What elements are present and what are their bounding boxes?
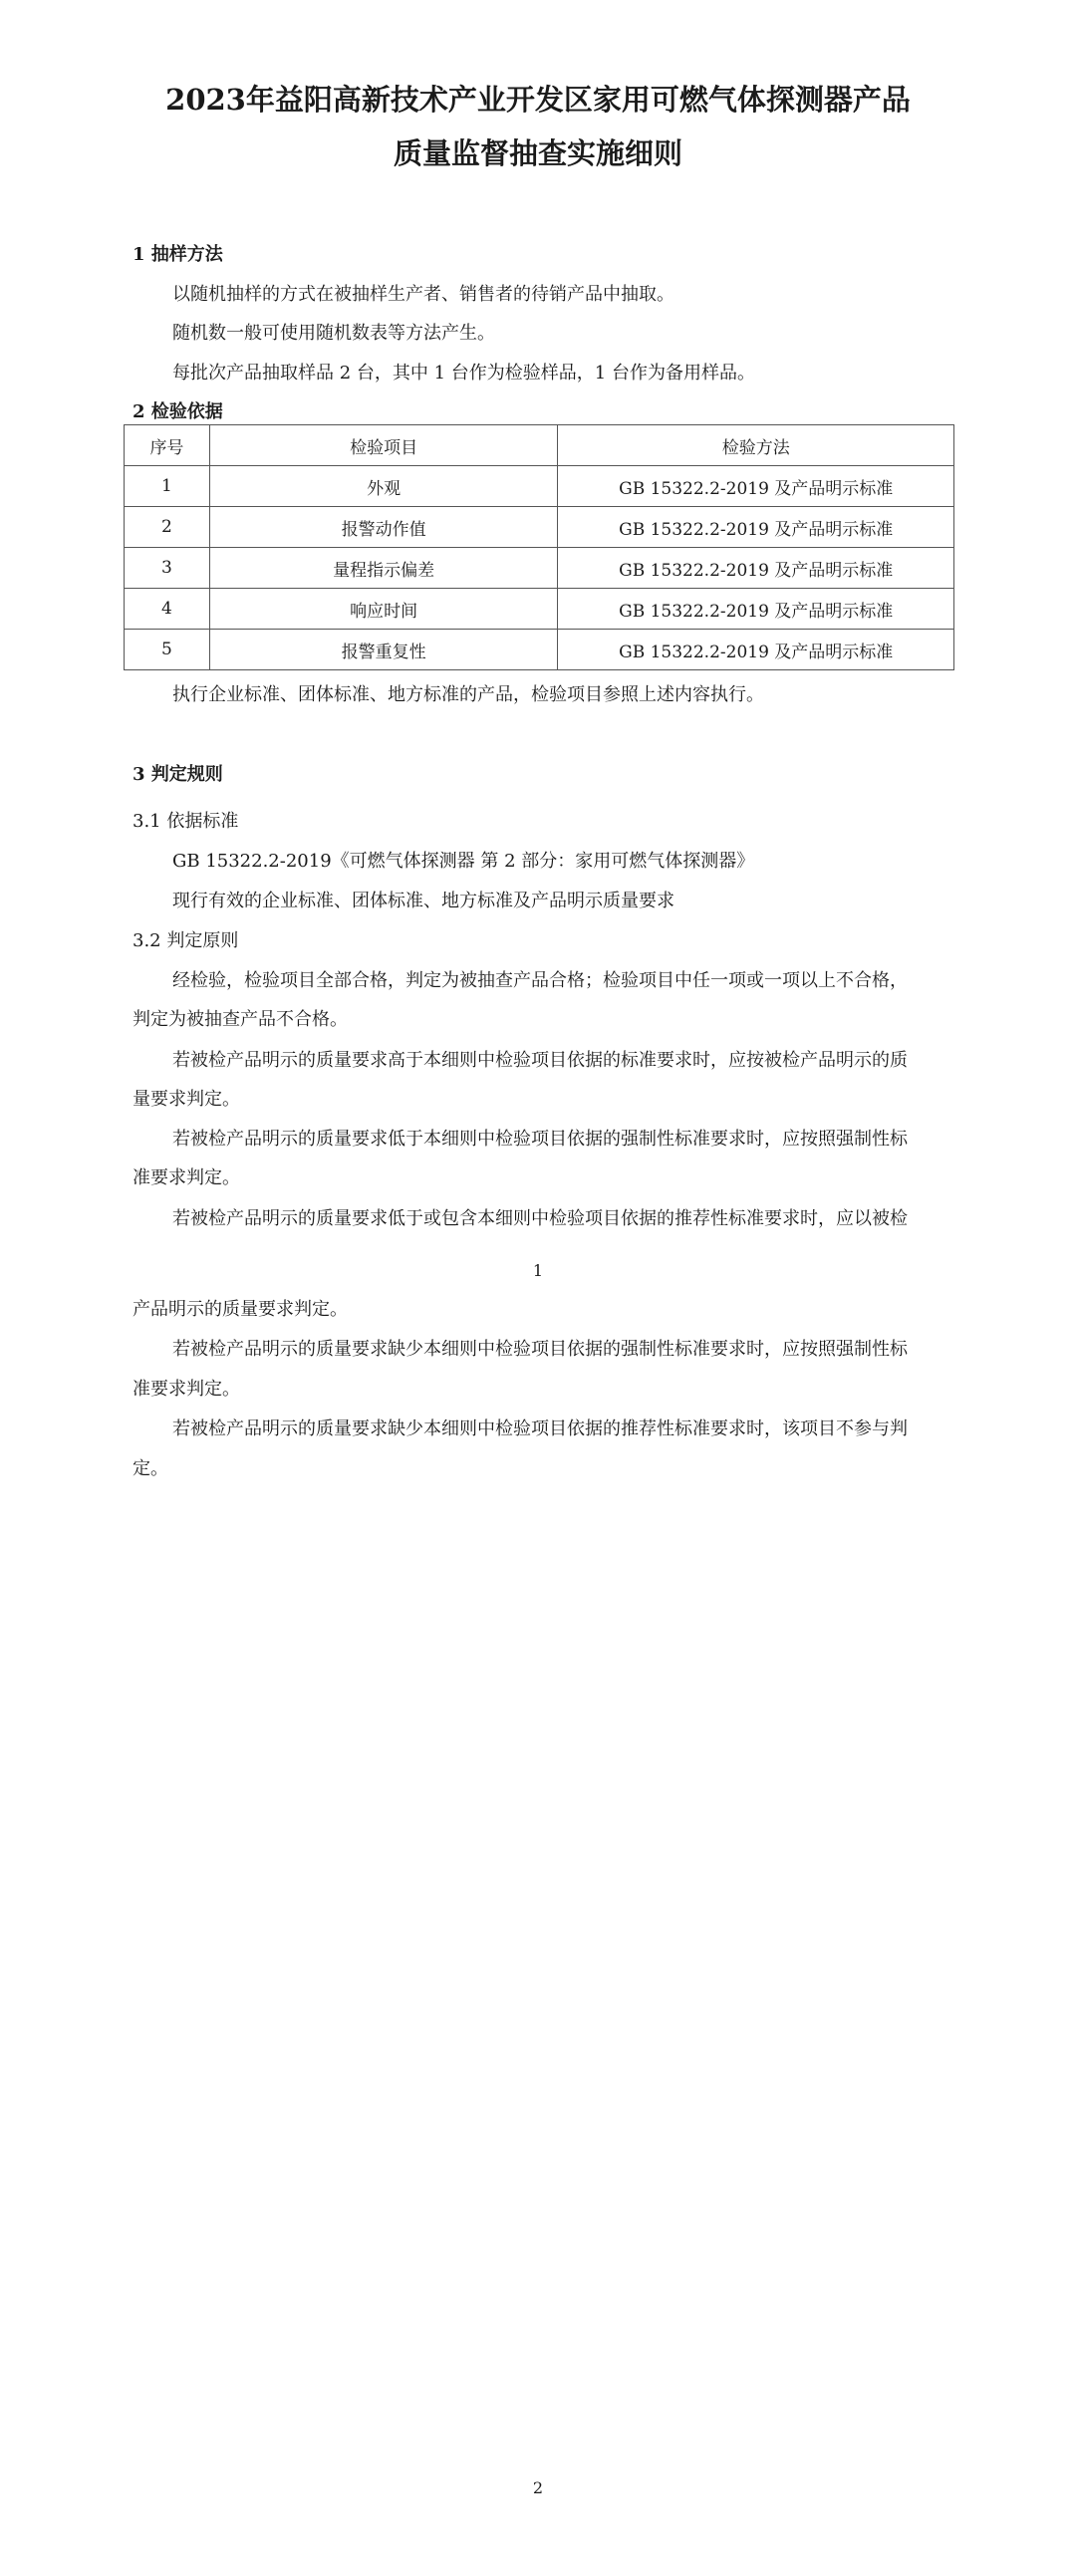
judgment-paragraph: 判定为被抽查产品不合格。 (133, 1009, 348, 1030)
cell-serial: 5 (125, 630, 210, 670)
judgment-paragraph: 若被检产品明示的质量要求缺少本细则中检验项目依据的强制性标准要求时，应按照强制性标 (172, 1339, 908, 1360)
judgment-paragraph: 若被检产品明示的质量要求缺少本细则中检验项目依据的推荐性标准要求时，该项目不参与判 (172, 1418, 908, 1439)
cell-method: GB 15322.2-2019 及产品明示标准 (558, 548, 954, 589)
section1-paragraph: 以随机抽样的方式在被抽样生产者、销售者的待销产品中抽取。 (172, 284, 674, 305)
cell-method: GB 15322.2-2019 及产品明示标准 (558, 466, 954, 507)
table-row (125, 507, 954, 548)
table-row (125, 630, 954, 670)
header-item: 检验项目 (209, 425, 558, 466)
cell-item: 响应时间 (209, 589, 558, 630)
cell-serial: 3 (125, 548, 210, 589)
judgment-paragraph: 若被检产品明示的质量要求低于本细则中检验项目依据的强制性标准要求时，应按照强制性标 (172, 1129, 908, 1150)
standard-reference: 现行有效的企业标准、团体标准、地方标准及产品明示质量要求 (172, 891, 674, 911)
cell-serial: 2 (125, 507, 210, 548)
cell-serial: 4 (125, 589, 210, 630)
section1-paragraph: 随机数一般可使用随机数表等方法产生。 (172, 323, 495, 344)
cell-method: GB 15322.2-2019 及产品明示标准 (558, 589, 954, 630)
cell-serial: 1 (125, 466, 210, 507)
table-header-row (125, 425, 954, 466)
judgment-paragraph: 准要求判定。 (133, 1167, 240, 1188)
section3-heading: 3 判定规则 (133, 764, 223, 785)
cell-item: 报警重复性 (209, 630, 558, 670)
cell-method: GB 15322.2-2019 及产品明示标准 (558, 630, 954, 670)
cell-method: GB 15322.2-2019 及产品明示标准 (558, 507, 954, 548)
judgment-paragraph: 产品明示的质量要求判定。 (133, 1299, 348, 1320)
judgment-paragraph: 经检验，检验项目全部合格，判定为被抽查产品合格；检验项目中任一项或一项以上不合格， (172, 970, 908, 991)
table-row (125, 466, 954, 507)
page-number: 1 (532, 1261, 544, 1280)
judgment-paragraph: 若被检产品明示的质量要求高于本细则中检验项目依据的标准要求时，应按被检产品明示的质 (172, 1050, 908, 1071)
cell-item: 量程指示偏差 (209, 548, 558, 589)
section2-note: 执行企业标准、团体标准、地方标准的产品，检验项目参照上述内容执行。 (172, 684, 764, 705)
header-serial: 序号 (125, 425, 210, 466)
document-title-line2: 质量监督抽查实施细则 (393, 136, 682, 170)
section1-heading: 1 抽样方法 (133, 244, 223, 265)
table-row (125, 589, 954, 630)
document-title-line1: 2023年益阳高新技术产业开发区家用可燃气体探测器产品 (165, 83, 911, 117)
judgment-paragraph: 准要求判定。 (133, 1379, 240, 1400)
judgment-paragraph: 若被检产品明示的质量要求低于或包含本细则中检验项目依据的推荐性标准要求时，应以被检 (172, 1208, 908, 1229)
table-row (125, 548, 954, 589)
page-number: 2 (532, 2478, 544, 2497)
subsection-3-1-heading: 3.1 依据标准 (133, 811, 239, 832)
section1-paragraph: 每批次产品抽取样品 2 台，其中 1 台作为检验样品，1 台作为备用样品。 (172, 363, 755, 384)
standard-reference: GB 15322.2-2019《可燃气体探测器 第 2 部分：家用可燃气体探测器》 (172, 851, 755, 872)
judgment-paragraph: 定。 (133, 1458, 168, 1479)
cell-item: 外观 (209, 466, 558, 507)
subsection-3-2-heading: 3.2 判定原则 (133, 930, 239, 951)
section2-heading: 2 检验依据 (133, 401, 223, 422)
inspection-table (124, 424, 954, 670)
cell-item: 报警动作值 (209, 507, 558, 548)
judgment-paragraph: 量要求判定。 (133, 1089, 240, 1110)
header-method: 检验方法 (558, 425, 954, 466)
